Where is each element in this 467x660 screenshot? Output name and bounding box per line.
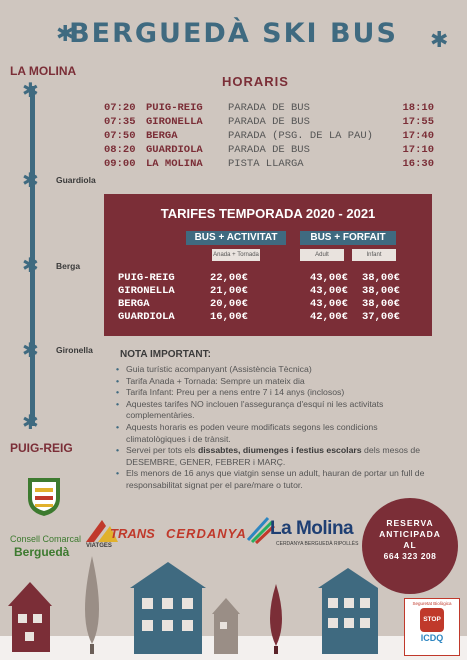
stop-name: PUIG-REIG [146,102,203,114]
route-stop-gironella: Gironella [56,345,93,355]
schedule-table [104,101,434,171]
price-adult: 43,00€ [310,284,348,297]
table-row [118,284,414,297]
table-row [118,271,414,284]
stop-octagon-icon: STOP [420,608,444,632]
la-molina-logo-text: La Molina [270,518,354,539]
reserva-line2: ANTICIPADA [379,529,441,539]
table-row [118,310,414,323]
list-item: • Guia turístic acompanyant (Assistència Tècnica) [114,364,436,376]
route-stop-guardiola: Guardiola [56,175,96,185]
trans-logo-text: TRANS [110,526,155,541]
nota-title: NOTA IMPORTANT: [120,349,211,360]
route-bottom-stop: PUIG-REIG [10,441,73,455]
tarifes-title: TARIFES TEMPORADA 2020 - 2021 [160,206,376,221]
anada-tornada-subheader: Anada + Tornada [212,249,260,261]
return-time: 17:55 [402,116,434,128]
village-illustration [0,548,467,660]
price-adult: 43,00€ [310,297,348,310]
price-activitat: 16,00€ [210,310,248,323]
snowflake-icon: ✱ [56,22,75,47]
price-infant: 37,00€ [362,310,400,323]
reserva-phone: 664 323 208 [383,551,437,561]
infant-subheader: Infant [352,249,396,261]
snowflake-icon: ✱ [430,28,449,53]
seguretat-badge [404,598,460,656]
departure-time: 07:50 [104,130,136,142]
bus-activitat-header: BUS + ACTIVITAT [186,231,286,245]
departure-time: 09:00 [104,158,136,170]
price-infant: 38,00€ [362,284,400,297]
price-activitat: 22,00€ [210,271,248,284]
stop-name: GUARDIOLA [146,144,203,156]
seguretat-text: Seguretat Biològica [412,601,452,606]
icdq-text: ICDQ [420,633,444,643]
price-activitat: 20,00€ [210,297,248,310]
stop-name: GIRONELLA [118,284,175,297]
table-row [104,129,434,143]
departure-time: 07:20 [104,102,136,114]
table-row [104,143,434,157]
nota-list [114,364,436,492]
list-item: • Tarifa Infant: Preu per a nens entre 7 i 14 anys (inclosos) [114,387,436,399]
stop-desc: PARADA DE BUS [228,116,310,128]
table-row [118,297,414,310]
consell-shield-logo [24,474,64,523]
viatges-logo-text: VIATGES [86,543,112,549]
price-adult: 43,00€ [310,271,348,284]
price-activitat: 21,00€ [210,284,248,297]
list-item [114,445,436,468]
list-item-text: Servei per tots els [126,445,198,456]
bus-forfait-header: BUS + FORFAIT [300,231,396,245]
table-row [104,101,434,115]
list-item: • Els menors de 16 anys que viatgin sense un adult, hauran de portar un full de responsabilitat signat per el pare/mare o tutor. [114,468,436,491]
reserva-line1: RESERVA [386,518,434,528]
snowflake-icon: ✱ [22,168,39,192]
stop-name: BERGA [146,130,178,142]
price-adult: 42,00€ [310,310,348,323]
consell-line2: Berguedà [14,545,70,559]
price-infant: 38,00€ [362,271,400,284]
list-item: • Aquestes tarifes NO inclouen l'assegurança d'esquí ni les activitats complementàries. [114,399,436,422]
la-molina-sub-text: CERDANYA BERGUEDÀ RIPOLLÈS [276,541,359,547]
stop-name: GUARDIOLA [118,310,175,323]
return-time: 16:30 [402,158,434,170]
snowflake-icon: ✱ [22,338,39,362]
stop-desc: PARADA (PSG. DE LA PAU) [228,130,373,142]
cerdanya-logo-text: CERDANYA [166,526,247,541]
departure-time: 07:35 [104,116,136,128]
horaris-title: HORARIS [222,74,289,89]
tarifes-rows [118,271,414,323]
return-time: 18:10 [402,102,434,114]
reserva-line3: AL [403,540,417,550]
table-row [104,157,434,171]
stop-name: GIRONELLA [146,116,203,128]
snowflake-icon: ✱ [22,410,39,434]
stop-name: LA MOLINA [146,158,203,170]
table-row [104,115,434,129]
consell-line1: Consell Comarcal [10,534,82,544]
snowflake-icon: ✱ [22,78,39,102]
page-title: BERGUEDÀ SKI BUS [69,18,398,49]
stop-name: BERGA [118,297,150,310]
price-infant: 38,00€ [362,297,400,310]
stop-desc: PARADA DE BUS [228,144,310,156]
snowflake-icon: ✱ [22,253,39,277]
route-stop-berga: Berga [56,261,81,271]
route-top-stop: LA MOLINA [10,64,77,78]
list-item-text: dels mesos de DESEMBRE, GENER, FEBRER i MARÇ. [126,445,421,467]
adult-subheader: Adult [300,249,344,261]
list-item-bold: dissabtes, diumenges i festius escolars [197,445,362,456]
departure-time: 08:20 [104,144,136,156]
stop-desc: PARADA DE BUS [228,102,310,114]
list-item: • Tarifa Anada + Tornada: Sempre un mateix dia [114,376,436,388]
stop-desc: PISTA LLARGA [228,158,304,170]
list-item: • Aquests horaris es poden veure modificats segons les condicions climatològiques i de trànsit. [114,422,436,445]
return-time: 17:10 [402,144,434,156]
stop-name: PUIG-REIG [118,271,175,284]
tarifes-box [104,194,432,336]
return-time: 17:40 [402,130,434,142]
